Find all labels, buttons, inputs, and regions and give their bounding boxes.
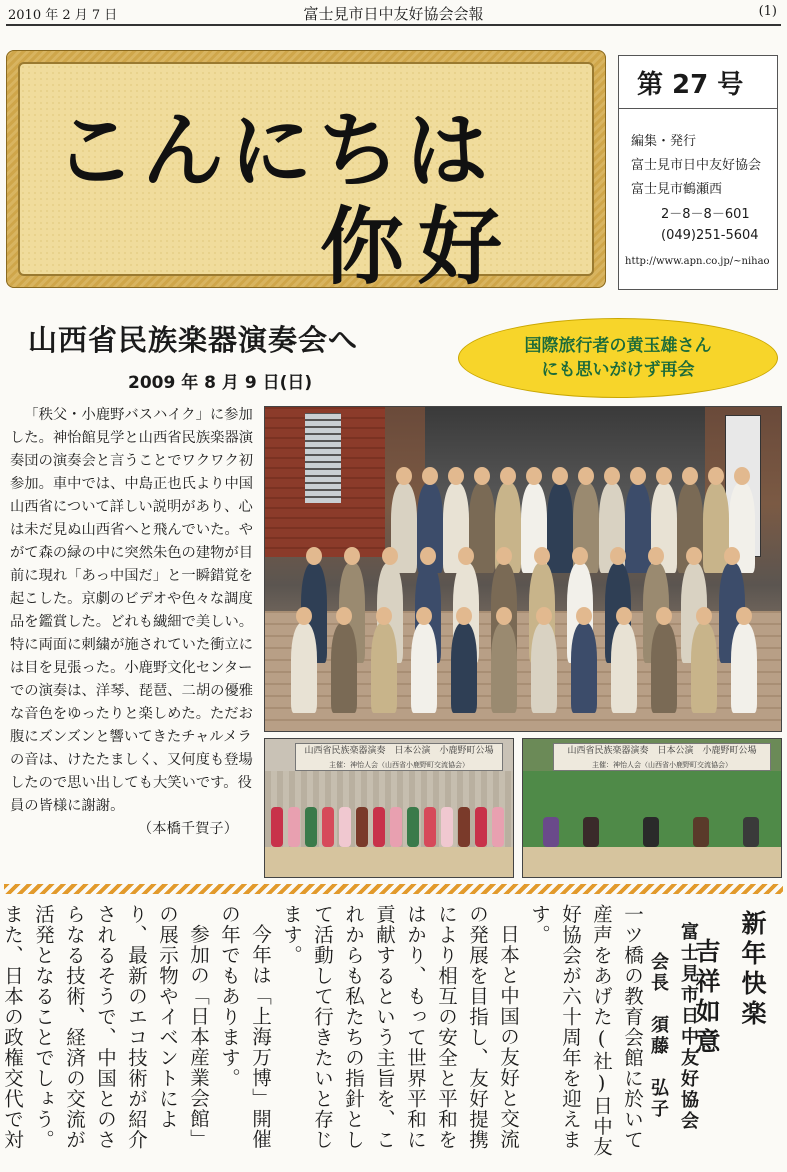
photo-window [305, 413, 341, 503]
stage-performer [475, 807, 487, 847]
stage-performer [441, 807, 453, 847]
article-author: （本橋千賀子） [137, 821, 238, 837]
photo-person-head [648, 547, 664, 565]
photo-person-head [734, 467, 750, 485]
callout-oval [458, 318, 778, 398]
photo-person-head [686, 547, 702, 565]
photo-person-head [604, 467, 620, 485]
photo-person-head [448, 467, 464, 485]
stage-performer [373, 807, 385, 847]
masthead-greeting-japanese: こんにちは [54, 104, 495, 199]
photo-person [611, 623, 637, 713]
stage-performer [458, 807, 470, 847]
stage-banner-subtext: 主催：神怡人会（山西省小鹿野町交流協会） [329, 761, 469, 769]
stage-performer [305, 807, 317, 847]
publisher-address-line2: 2－8－8－601 [661, 207, 750, 222]
newsletter-title: 富士見市日中友好協会会報 [303, 5, 484, 23]
photo-person-head [708, 467, 724, 485]
photo-person-head [576, 607, 592, 625]
photo-person [571, 623, 597, 713]
photo-person-head [526, 467, 542, 485]
greeting-paragraph-4: 参加の「日本産業会館」の展示物やイベントにより、最新のエコ技術が紹介されるそうで、中国とのさらなる技術、経済の交流が活発となることでしょう。また、日本の政権交代で対 [1, 904, 210, 1150]
greeting-president: 会長 須藤 弘子 [648, 952, 669, 1120]
group-photo [264, 406, 782, 732]
photo-person-head [610, 547, 626, 565]
masthead-greeting-chinese: 你好 [320, 198, 517, 296]
issue-number: 第 27 号 [637, 70, 744, 100]
stage-performer [424, 807, 436, 847]
photo-brick-wall [265, 407, 385, 557]
greeting-signature-block [643, 922, 703, 1162]
greeting-paragraph-3: 今年は「上海万博」開催の年でもあります。 [218, 904, 272, 1149]
photo-person [491, 623, 517, 713]
callout-line2: にも思いがけず再会 [541, 360, 695, 380]
photo-person-head [382, 547, 398, 565]
photo-person-head [496, 607, 512, 625]
issue-info-box [618, 55, 778, 290]
photo-person-head [306, 547, 322, 565]
stage-performer [407, 807, 419, 847]
photo-person-head [416, 607, 432, 625]
greeting-title-line1: 新年快楽 [738, 910, 767, 1030]
photo-person-head [422, 467, 438, 485]
header-rule [6, 24, 781, 26]
issue-date: 2010 年 2 月 7 日 [8, 8, 118, 23]
photo-person-head [456, 607, 472, 625]
photo-person-head [396, 467, 412, 485]
stage-banner-text: 山西省民族楽器演奏 日本公演 小鹿野町公場 [567, 746, 757, 756]
photo-person-head [656, 607, 672, 625]
greeting-paragraph-1: 一ツ橋の教育会館に於いて産声をあげた(社)日中友好協会が六十周年を迎えます。 [528, 904, 644, 1157]
greeting-title-line2: 吉祥如意 [692, 938, 721, 1058]
photo-person [531, 623, 557, 713]
stage-photo-left [264, 738, 514, 878]
photo-person [411, 623, 437, 713]
photo-person [625, 483, 651, 573]
photo-person-head [572, 547, 588, 565]
stage-performer [390, 807, 402, 847]
stage-musician [693, 817, 709, 847]
stage-banner-right [553, 743, 771, 771]
photo-person-head [630, 467, 646, 485]
stage-musician [743, 817, 759, 847]
photo-person-head [578, 467, 594, 485]
photo-person-head [420, 547, 436, 565]
callout-line1: 国際旅行者の黄玉雄さん [524, 336, 712, 356]
article-body [10, 404, 256, 841]
photo-person [547, 483, 573, 573]
article-date: 2009 年 8 月 9 日(日) [128, 373, 313, 393]
stage-floor [523, 847, 781, 877]
stage-banner-subtext: 主催：神怡人会（山西省小鹿野町交流協会） [592, 761, 732, 769]
greeting-org: 富士見市日中友好協会 [678, 922, 699, 1132]
photo-person-head [696, 607, 712, 625]
publisher-role: 編集・発行 [631, 134, 697, 149]
masthead-panel [18, 62, 594, 296]
photo-person [331, 623, 357, 713]
photo-person-head [376, 607, 392, 625]
stage-performer [322, 807, 334, 847]
publisher-phone: (049)251-5604 [661, 228, 759, 243]
masthead [6, 50, 606, 296]
section-divider [4, 884, 783, 894]
article-headline: 山西省民族楽器演奏会へ [28, 323, 359, 357]
photo-person-head [724, 547, 740, 565]
photo-person [731, 623, 757, 713]
stage-musician [583, 817, 599, 847]
article-paragraph: 「秩父・小鹿野バスハイク」に参加した。神怡館見学と山西省民族楽器演奏団の演奏会と言うことでワクワク初参加。車中では、中島正也氏より中国山西省について詳しい説明があり、心は未だ見ぬ山西省へと飛んでいた。やがて森の緑の中に突然朱色の建物が目前に現れ「あっ中国だ」と一瞬錯覚を起こした。京劇のビデオや色々な調度品を鑑賞した。どれも繊細で美しい。特に両面に刺繍が施されていた衝立には目を見張った。小鹿野文化センターでの演奏は、洋琴、琵琶、二胡の優雅な音色をゆったりと楽しめた。ただお腹にズンズンと響いてきたチャルメラの音は、けたたましく、又何度も登場したので思い出しても大笑いです。役員の皆様に謝謝。 [10, 407, 254, 814]
photo-person-head [656, 467, 672, 485]
issue-box-rule [619, 108, 777, 109]
photo-person-head [534, 547, 550, 565]
photo-person-head [474, 467, 490, 485]
photo-person-head [344, 547, 360, 565]
photo-person-head [336, 607, 352, 625]
photo-person [291, 623, 317, 713]
photo-person-head [296, 607, 312, 625]
stage-musician [543, 817, 559, 847]
stage-floor [265, 847, 513, 877]
stage-musician [643, 817, 659, 847]
stage-performer [339, 807, 351, 847]
photo-person-head [616, 607, 632, 625]
publisher-url[interactable]: http://www.apn.co.jp/~nihao [625, 256, 770, 267]
page-number: (1) [758, 4, 777, 19]
photo-person-head [736, 607, 752, 625]
stage-performer [356, 807, 368, 847]
photo-person-head [500, 467, 516, 485]
stage-banner-text: 山西省民族楽器演奏 日本公演 小鹿野町公場 [304, 746, 494, 756]
photo-person-head [496, 547, 512, 565]
publisher-org: 富士見市日中友好協会 [631, 158, 762, 173]
photo-person [451, 623, 477, 713]
photo-person-head [536, 607, 552, 625]
photo-person [651, 623, 677, 713]
stage-banner-left [295, 743, 503, 771]
greeting-paragraph-2: 日本と中国の友好と交流の発展を目指し、友好提携により相互の安全と平和をはかり、もって世界平和に貢献するという主旨を、これからも私たちの指針として活動して行きたいと存じます。 [280, 904, 520, 1150]
stage-photo-right [522, 738, 782, 878]
photo-person-head [682, 467, 698, 485]
stage-performer [492, 807, 504, 847]
stage-performer [288, 807, 300, 847]
photo-person [691, 623, 717, 713]
photo-person [371, 623, 397, 713]
publisher-address-line1: 富士見市鶴瀬西 [631, 182, 723, 197]
photo-person-head [458, 547, 474, 565]
greeting-body [1, 904, 648, 1166]
stage-performer [271, 807, 283, 847]
photo-person-head [552, 467, 568, 485]
